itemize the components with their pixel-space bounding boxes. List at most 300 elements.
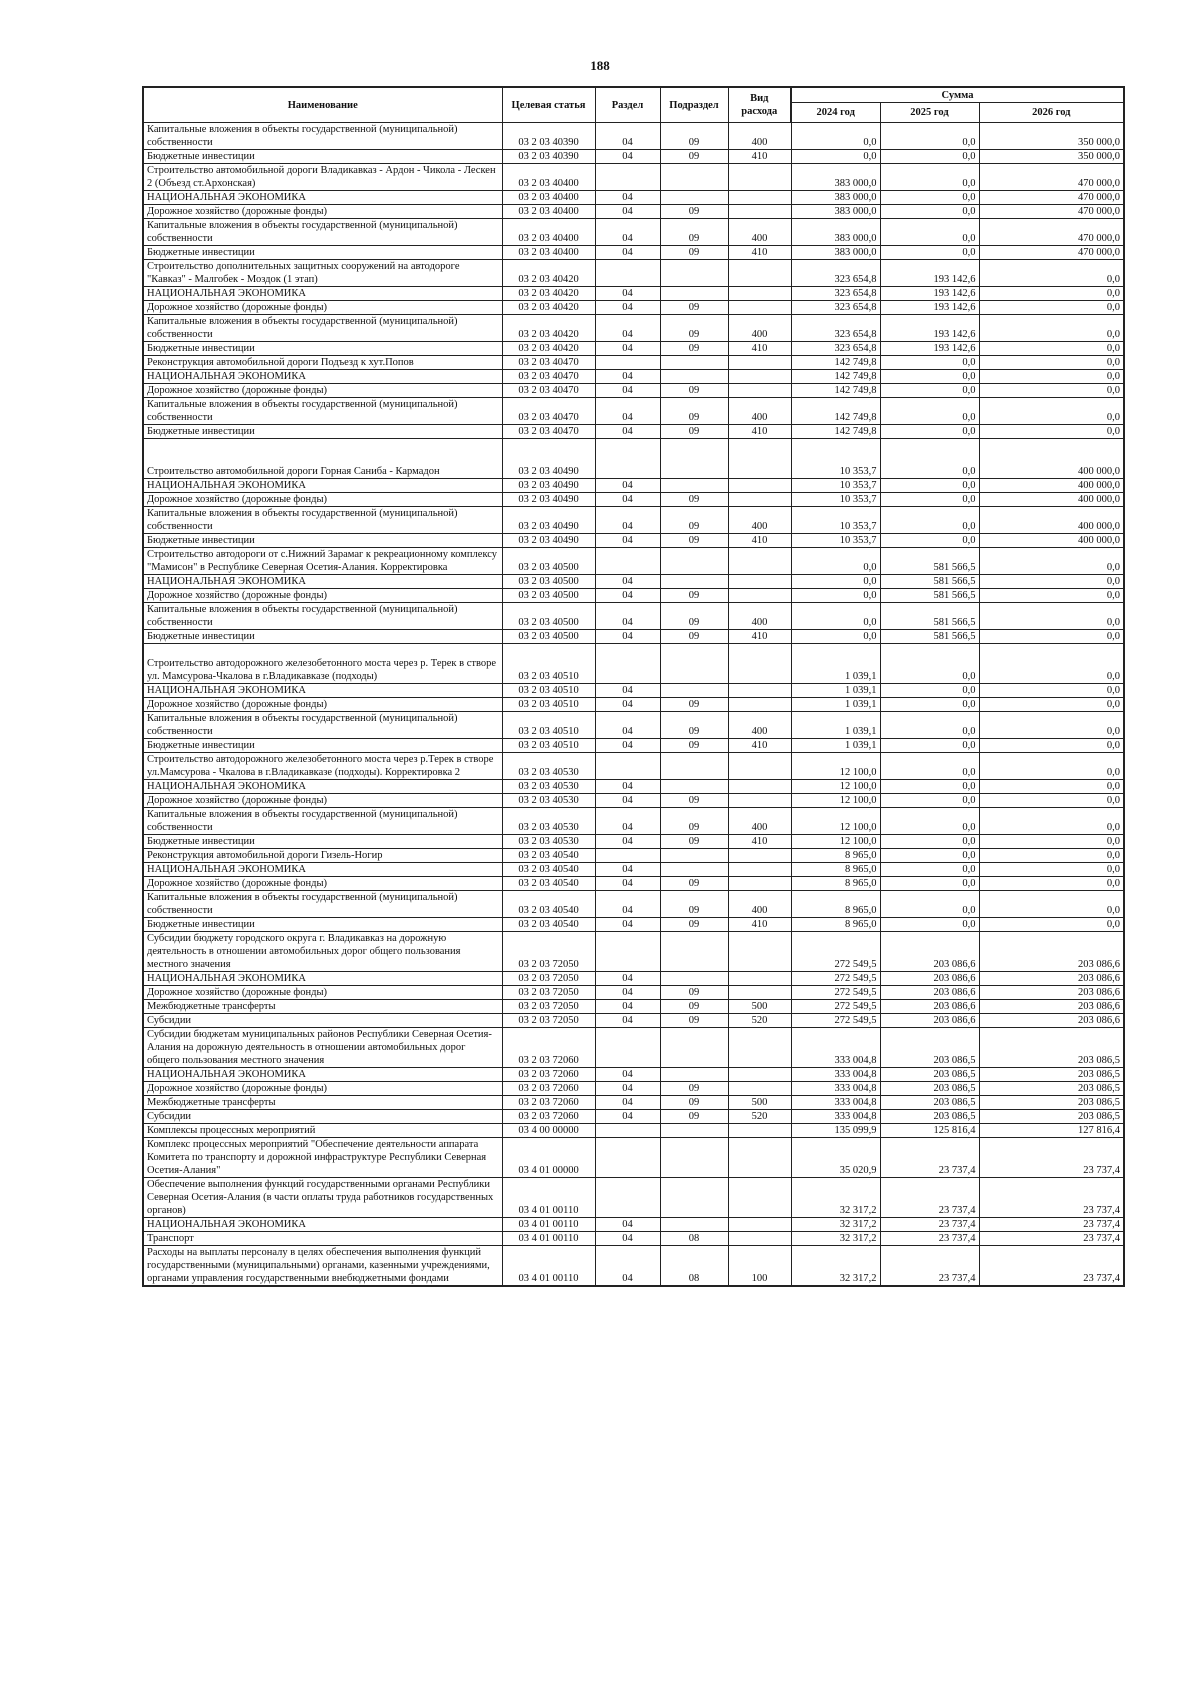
row-name: Строительство автодорожного железобетонного моста через р. Терек в створе ул. Мамсурова-Чкалова в г.Владикавказе (подходы) (143, 644, 502, 684)
row-target: 03 2 03 40540 (502, 849, 595, 863)
row-2024: 323 654,8 (791, 301, 880, 315)
row-target: 03 2 03 40500 (502, 603, 595, 630)
header-type: Вид расхода (728, 87, 791, 123)
row-type (728, 877, 791, 891)
table-row (143, 507, 1124, 534)
row-2024: 1 039,1 (791, 684, 880, 698)
row-2024: 272 549,5 (791, 986, 880, 1000)
row-2025: 581 566,5 (880, 589, 979, 603)
row-2024: 12 100,0 (791, 753, 880, 780)
row-type (728, 589, 791, 603)
row-section: 04 (595, 603, 660, 630)
row-type: 400 (728, 712, 791, 739)
row-subsection: 09 (660, 739, 728, 753)
row-2024: 8 965,0 (791, 849, 880, 863)
row-2026: 0,0 (979, 260, 1124, 287)
header-2025: 2025 год (880, 103, 979, 123)
row-name: Дорожное хозяйство (дорожные фонды) (143, 698, 502, 712)
row-target: 03 2 03 40470 (502, 370, 595, 384)
row-2024: 0,0 (791, 575, 880, 589)
row-section (595, 1124, 660, 1138)
row-2024: 8 965,0 (791, 863, 880, 877)
row-name: Строительство автомобильной дороги Горная Саниба - Кармадон (143, 439, 502, 479)
row-name: Капитальные вложения в объекты государственной (муниципальной) собственности (143, 891, 502, 918)
row-2025: 0,0 (880, 835, 979, 849)
row-target: 03 2 03 40510 (502, 739, 595, 753)
row-subsection: 09 (660, 301, 728, 315)
row-section: 04 (595, 301, 660, 315)
row-subsection (660, 164, 728, 191)
row-2025: 0,0 (880, 370, 979, 384)
table-row (143, 164, 1124, 191)
row-2026: 203 086,5 (979, 1028, 1124, 1068)
row-section: 04 (595, 630, 660, 644)
row-2024: 1 039,1 (791, 739, 880, 753)
row-subsection: 09 (660, 1000, 728, 1014)
row-2026: 0,0 (979, 863, 1124, 877)
row-target: 03 2 03 40400 (502, 164, 595, 191)
row-name: Субсидии (143, 1014, 502, 1028)
row-2024: 32 317,2 (791, 1246, 880, 1287)
row-subsection: 09 (660, 1014, 728, 1028)
table-row (143, 932, 1124, 972)
row-type: 500 (728, 1000, 791, 1014)
row-type (728, 575, 791, 589)
row-type: 410 (728, 246, 791, 260)
table-row (143, 246, 1124, 260)
row-2025: 0,0 (880, 398, 979, 425)
row-target: 03 2 03 40530 (502, 808, 595, 835)
row-target: 03 2 03 40490 (502, 439, 595, 479)
table-row (143, 712, 1124, 739)
row-target: 03 4 00 00000 (502, 1124, 595, 1138)
row-2026: 0,0 (979, 398, 1124, 425)
row-type: 400 (728, 891, 791, 918)
row-2025: 0,0 (880, 439, 979, 479)
table-row (143, 315, 1124, 342)
table-row (143, 918, 1124, 932)
row-section: 04 (595, 589, 660, 603)
table-row (143, 1138, 1124, 1178)
row-subsection (660, 356, 728, 370)
row-section: 04 (595, 246, 660, 260)
table-row (143, 1014, 1124, 1028)
row-2026: 400 000,0 (979, 479, 1124, 493)
row-2026: 23 737,4 (979, 1246, 1124, 1287)
row-2025: 193 142,6 (880, 287, 979, 301)
row-2025: 0,0 (880, 205, 979, 219)
row-name: НАЦИОНАЛЬНАЯ ЭКОНОМИКА (143, 287, 502, 301)
table-row (143, 205, 1124, 219)
row-2026: 203 086,6 (979, 932, 1124, 972)
row-2024: 10 353,7 (791, 534, 880, 548)
row-2025: 203 086,6 (880, 932, 979, 972)
row-2026: 400 000,0 (979, 534, 1124, 548)
row-subsection (660, 684, 728, 698)
row-section: 04 (595, 986, 660, 1000)
table-row (143, 301, 1124, 315)
row-2025: 203 086,6 (880, 1014, 979, 1028)
table-row (143, 1082, 1124, 1096)
row-target: 03 2 03 40420 (502, 287, 595, 301)
row-2026: 0,0 (979, 603, 1124, 630)
row-section: 04 (595, 1000, 660, 1014)
row-2024: 333 004,8 (791, 1096, 880, 1110)
row-type (728, 1138, 791, 1178)
row-type (728, 972, 791, 986)
row-2024: 0,0 (791, 630, 880, 644)
row-subsection: 09 (660, 150, 728, 164)
row-section: 04 (595, 891, 660, 918)
row-2024: 10 353,7 (791, 493, 880, 507)
row-2025: 0,0 (880, 863, 979, 877)
table-row (143, 191, 1124, 205)
row-target: 03 2 03 72050 (502, 972, 595, 986)
row-subsection: 09 (660, 891, 728, 918)
row-2026: 23 737,4 (979, 1178, 1124, 1218)
row-subsection: 09 (660, 698, 728, 712)
row-target: 03 4 01 00110 (502, 1178, 595, 1218)
row-2025: 0,0 (880, 425, 979, 439)
row-name: НАЦИОНАЛЬНАЯ ЭКОНОМИКА (143, 1068, 502, 1082)
row-2024: 142 749,8 (791, 398, 880, 425)
row-2025: 193 142,6 (880, 315, 979, 342)
row-2024: 383 000,0 (791, 205, 880, 219)
row-2026: 203 086,5 (979, 1110, 1124, 1124)
row-type (728, 479, 791, 493)
row-2025: 0,0 (880, 246, 979, 260)
row-2025: 193 142,6 (880, 342, 979, 356)
row-section: 04 (595, 863, 660, 877)
row-2026: 203 086,5 (979, 1096, 1124, 1110)
header-subsection: Подраздел (660, 87, 728, 123)
row-section (595, 849, 660, 863)
row-name: Комплексы процессных мероприятий (143, 1124, 502, 1138)
table-row (143, 1218, 1124, 1232)
row-target: 03 2 03 40490 (502, 534, 595, 548)
row-target: 03 2 03 40390 (502, 123, 595, 150)
row-name: Субсидии бюджету городского округа г. Владикавказ на дорожную деятельность в отношении автомобильных дорог общего пользования местного значения (143, 932, 502, 972)
row-subsection (660, 479, 728, 493)
row-section: 04 (595, 1082, 660, 1096)
row-subsection (660, 1218, 728, 1232)
row-2026: 0,0 (979, 342, 1124, 356)
row-type: 410 (728, 835, 791, 849)
row-section (595, 164, 660, 191)
row-section: 04 (595, 877, 660, 891)
row-2026: 0,0 (979, 891, 1124, 918)
row-name: Капитальные вложения в объекты государственной (муниципальной) собственности (143, 219, 502, 246)
row-2025: 193 142,6 (880, 301, 979, 315)
row-type: 400 (728, 219, 791, 246)
table-row (143, 219, 1124, 246)
row-target: 03 2 03 72060 (502, 1110, 595, 1124)
row-2024: 0,0 (791, 548, 880, 575)
row-2026: 470 000,0 (979, 246, 1124, 260)
table-row (143, 986, 1124, 1000)
row-target: 03 2 03 40470 (502, 384, 595, 398)
row-section: 04 (595, 384, 660, 398)
row-type (728, 1124, 791, 1138)
row-2025: 23 737,4 (880, 1232, 979, 1246)
row-subsection (660, 575, 728, 589)
row-subsection: 08 (660, 1232, 728, 1246)
row-subsection: 09 (660, 219, 728, 246)
row-section: 04 (595, 370, 660, 384)
row-2026: 0,0 (979, 835, 1124, 849)
row-section: 04 (595, 1218, 660, 1232)
row-section: 04 (595, 123, 660, 150)
row-section: 04 (595, 684, 660, 698)
row-2025: 581 566,5 (880, 548, 979, 575)
row-name: Дорожное хозяйство (дорожные фонды) (143, 1082, 502, 1096)
row-name: Строительство автодорожного железобетонного моста через р.Терек в створе ул.Мамсурова - Чкалова в г.Владикавказе (подходы). Корректировка 2 (143, 753, 502, 780)
row-2025: 0,0 (880, 753, 979, 780)
row-2025: 0,0 (880, 644, 979, 684)
row-subsection: 09 (660, 425, 728, 439)
table-row (143, 260, 1124, 287)
row-subsection: 09 (660, 246, 728, 260)
row-2025: 0,0 (880, 849, 979, 863)
row-2024: 323 654,8 (791, 287, 880, 301)
table-row (143, 972, 1124, 986)
row-name: Капитальные вложения в объекты государственной (муниципальной) собственности (143, 603, 502, 630)
row-section: 04 (595, 1014, 660, 1028)
header-name: Наименование (143, 87, 502, 123)
row-2026: 0,0 (979, 739, 1124, 753)
row-2025: 0,0 (880, 780, 979, 794)
budget-table (142, 86, 1125, 1287)
row-name: Капитальные вложения в объекты государственной (муниципальной) собственности (143, 507, 502, 534)
row-subsection: 09 (660, 603, 728, 630)
row-2025: 203 086,5 (880, 1082, 979, 1096)
row-section: 04 (595, 808, 660, 835)
row-type: 520 (728, 1110, 791, 1124)
row-target: 03 4 01 00110 (502, 1246, 595, 1287)
row-name: Бюджетные инвестиции (143, 534, 502, 548)
row-target: 03 2 03 40400 (502, 205, 595, 219)
row-2025: 23 737,4 (880, 1178, 979, 1218)
row-target: 03 2 03 40510 (502, 684, 595, 698)
row-2026: 0,0 (979, 370, 1124, 384)
table-row (143, 493, 1124, 507)
table-row (143, 630, 1124, 644)
row-name: Межбюджетные трансферты (143, 1096, 502, 1110)
row-2025: 581 566,5 (880, 630, 979, 644)
row-2024: 8 965,0 (791, 891, 880, 918)
row-subsection: 09 (660, 589, 728, 603)
row-2025: 0,0 (880, 507, 979, 534)
row-2025: 0,0 (880, 808, 979, 835)
row-2026: 0,0 (979, 315, 1124, 342)
row-target: 03 4 01 00000 (502, 1138, 595, 1178)
row-type: 400 (728, 398, 791, 425)
row-subsection: 09 (660, 630, 728, 644)
row-2026: 0,0 (979, 808, 1124, 835)
row-section: 04 (595, 1068, 660, 1082)
row-2026: 0,0 (979, 356, 1124, 370)
row-2026: 23 737,4 (979, 1138, 1124, 1178)
row-name: Строительство автодороги от с.Нижний Зарамаг к рекреационному комплексу "Мамисон" в Республике Северная Осетия-Алания. Корректировка (143, 548, 502, 575)
row-section (595, 356, 660, 370)
row-type (728, 356, 791, 370)
row-type (728, 698, 791, 712)
row-type (728, 384, 791, 398)
row-target: 03 2 03 40470 (502, 425, 595, 439)
row-2024: 333 004,8 (791, 1082, 880, 1096)
row-2024: 272 549,5 (791, 1000, 880, 1014)
row-name: Субсидии бюджетам муниципальных районов Республики Северная Осетия-Алания на дорожную деятельность в отношении автомобильных дорог общего пользования местного значения (143, 1028, 502, 1068)
row-type: 410 (728, 630, 791, 644)
row-2025: 0,0 (880, 384, 979, 398)
row-2025: 0,0 (880, 794, 979, 808)
row-section (595, 439, 660, 479)
row-name: Дорожное хозяйство (дорожные фонды) (143, 986, 502, 1000)
row-2026: 0,0 (979, 698, 1124, 712)
row-target: 03 2 03 40490 (502, 507, 595, 534)
row-subsection (660, 191, 728, 205)
row-target: 03 2 03 40540 (502, 877, 595, 891)
row-type: 500 (728, 1096, 791, 1110)
row-target: 03 2 03 40420 (502, 342, 595, 356)
row-subsection (660, 1124, 728, 1138)
row-type (728, 548, 791, 575)
row-target: 03 2 03 40420 (502, 315, 595, 342)
row-type: 400 (728, 123, 791, 150)
row-section: 04 (595, 398, 660, 425)
row-2025: 203 086,6 (880, 986, 979, 1000)
row-2026: 470 000,0 (979, 191, 1124, 205)
row-target: 03 2 03 40500 (502, 589, 595, 603)
row-name: Бюджетные инвестиции (143, 835, 502, 849)
row-subsection: 09 (660, 918, 728, 932)
row-subsection (660, 849, 728, 863)
row-2026: 400 000,0 (979, 439, 1124, 479)
table-row (143, 479, 1124, 493)
row-2026: 0,0 (979, 849, 1124, 863)
row-type (728, 780, 791, 794)
row-name: Реконструкция автомобильной дороги Гизель-Ногир (143, 849, 502, 863)
row-subsection (660, 863, 728, 877)
row-2024: 333 004,8 (791, 1068, 880, 1082)
table-row (143, 877, 1124, 891)
row-name: НАЦИОНАЛЬНАЯ ЭКОНОМИКА (143, 191, 502, 205)
row-name: НАЦИОНАЛЬНАЯ ЭКОНОМИКА (143, 479, 502, 493)
row-target: 03 2 03 40530 (502, 780, 595, 794)
row-name: Капитальные вложения в объекты государственной (муниципальной) собственности (143, 123, 502, 150)
row-2025: 0,0 (880, 877, 979, 891)
row-target: 03 4 01 00110 (502, 1218, 595, 1232)
row-2024: 10 353,7 (791, 507, 880, 534)
row-section: 04 (595, 342, 660, 356)
row-section: 04 (595, 1232, 660, 1246)
row-2025: 0,0 (880, 164, 979, 191)
row-subsection: 09 (660, 342, 728, 356)
row-section (595, 1138, 660, 1178)
table-row (143, 356, 1124, 370)
row-2026: 0,0 (979, 575, 1124, 589)
row-section: 04 (595, 739, 660, 753)
row-name: Реконструкция автомобильной дороги Подъезд к хут.Попов (143, 356, 502, 370)
row-target: 03 2 03 72050 (502, 932, 595, 972)
row-2024: 32 317,2 (791, 1178, 880, 1218)
row-2025: 0,0 (880, 712, 979, 739)
row-2025: 0,0 (880, 684, 979, 698)
row-type (728, 1082, 791, 1096)
row-section: 04 (595, 150, 660, 164)
row-2024: 8 965,0 (791, 877, 880, 891)
row-2024: 323 654,8 (791, 315, 880, 342)
row-section (595, 548, 660, 575)
row-target: 03 2 03 40530 (502, 753, 595, 780)
row-type: 410 (728, 534, 791, 548)
row-type (728, 684, 791, 698)
row-subsection (660, 548, 728, 575)
row-type (728, 932, 791, 972)
row-name: НАЦИОНАЛЬНАЯ ЭКОНОМИКА (143, 972, 502, 986)
row-subsection: 09 (660, 384, 728, 398)
row-subsection: 09 (660, 712, 728, 739)
row-2026: 203 086,6 (979, 1014, 1124, 1028)
row-subsection (660, 1028, 728, 1068)
row-subsection: 09 (660, 1096, 728, 1110)
row-2025: 0,0 (880, 493, 979, 507)
row-name: Строительство автомобильной дороги Владикавказ - Ардон - Чикола - Лескен 2 (Объезд ст.Архонская) (143, 164, 502, 191)
row-2024: 135 099,9 (791, 1124, 880, 1138)
row-target: 03 2 03 72060 (502, 1068, 595, 1082)
page-number: 188 (590, 58, 610, 73)
row-section: 04 (595, 534, 660, 548)
row-subsection: 09 (660, 205, 728, 219)
row-target: 03 2 03 40500 (502, 575, 595, 589)
row-subsection (660, 780, 728, 794)
row-2026: 0,0 (979, 780, 1124, 794)
row-target: 03 2 03 40400 (502, 246, 595, 260)
row-subsection (660, 972, 728, 986)
row-section: 04 (595, 712, 660, 739)
row-2026: 127 816,4 (979, 1124, 1124, 1138)
row-subsection (660, 439, 728, 479)
row-name: НАЦИОНАЛЬНАЯ ЭКОНОМИКА (143, 684, 502, 698)
row-2026: 23 737,4 (979, 1218, 1124, 1232)
row-subsection (660, 753, 728, 780)
row-type (728, 1068, 791, 1082)
row-subsection (660, 1178, 728, 1218)
row-type (728, 794, 791, 808)
row-target: 03 2 03 40500 (502, 630, 595, 644)
row-type: 100 (728, 1246, 791, 1287)
row-target: 03 2 03 40400 (502, 219, 595, 246)
row-2025: 0,0 (880, 739, 979, 753)
table-row (143, 684, 1124, 698)
row-name: Транспорт (143, 1232, 502, 1246)
row-section (595, 1028, 660, 1068)
row-section: 04 (595, 425, 660, 439)
row-2024: 32 317,2 (791, 1218, 880, 1232)
row-subsection: 09 (660, 986, 728, 1000)
row-2024: 0,0 (791, 150, 880, 164)
row-name: Бюджетные инвестиции (143, 246, 502, 260)
row-2025: 203 086,5 (880, 1068, 979, 1082)
row-target: 03 2 03 40500 (502, 548, 595, 575)
header-2026: 2026 год (979, 103, 1124, 123)
row-target: 03 2 03 40470 (502, 398, 595, 425)
row-2025: 125 816,4 (880, 1124, 979, 1138)
row-target: 03 2 03 40510 (502, 698, 595, 712)
row-name: Бюджетные инвестиции (143, 630, 502, 644)
row-type (728, 287, 791, 301)
row-type (728, 301, 791, 315)
